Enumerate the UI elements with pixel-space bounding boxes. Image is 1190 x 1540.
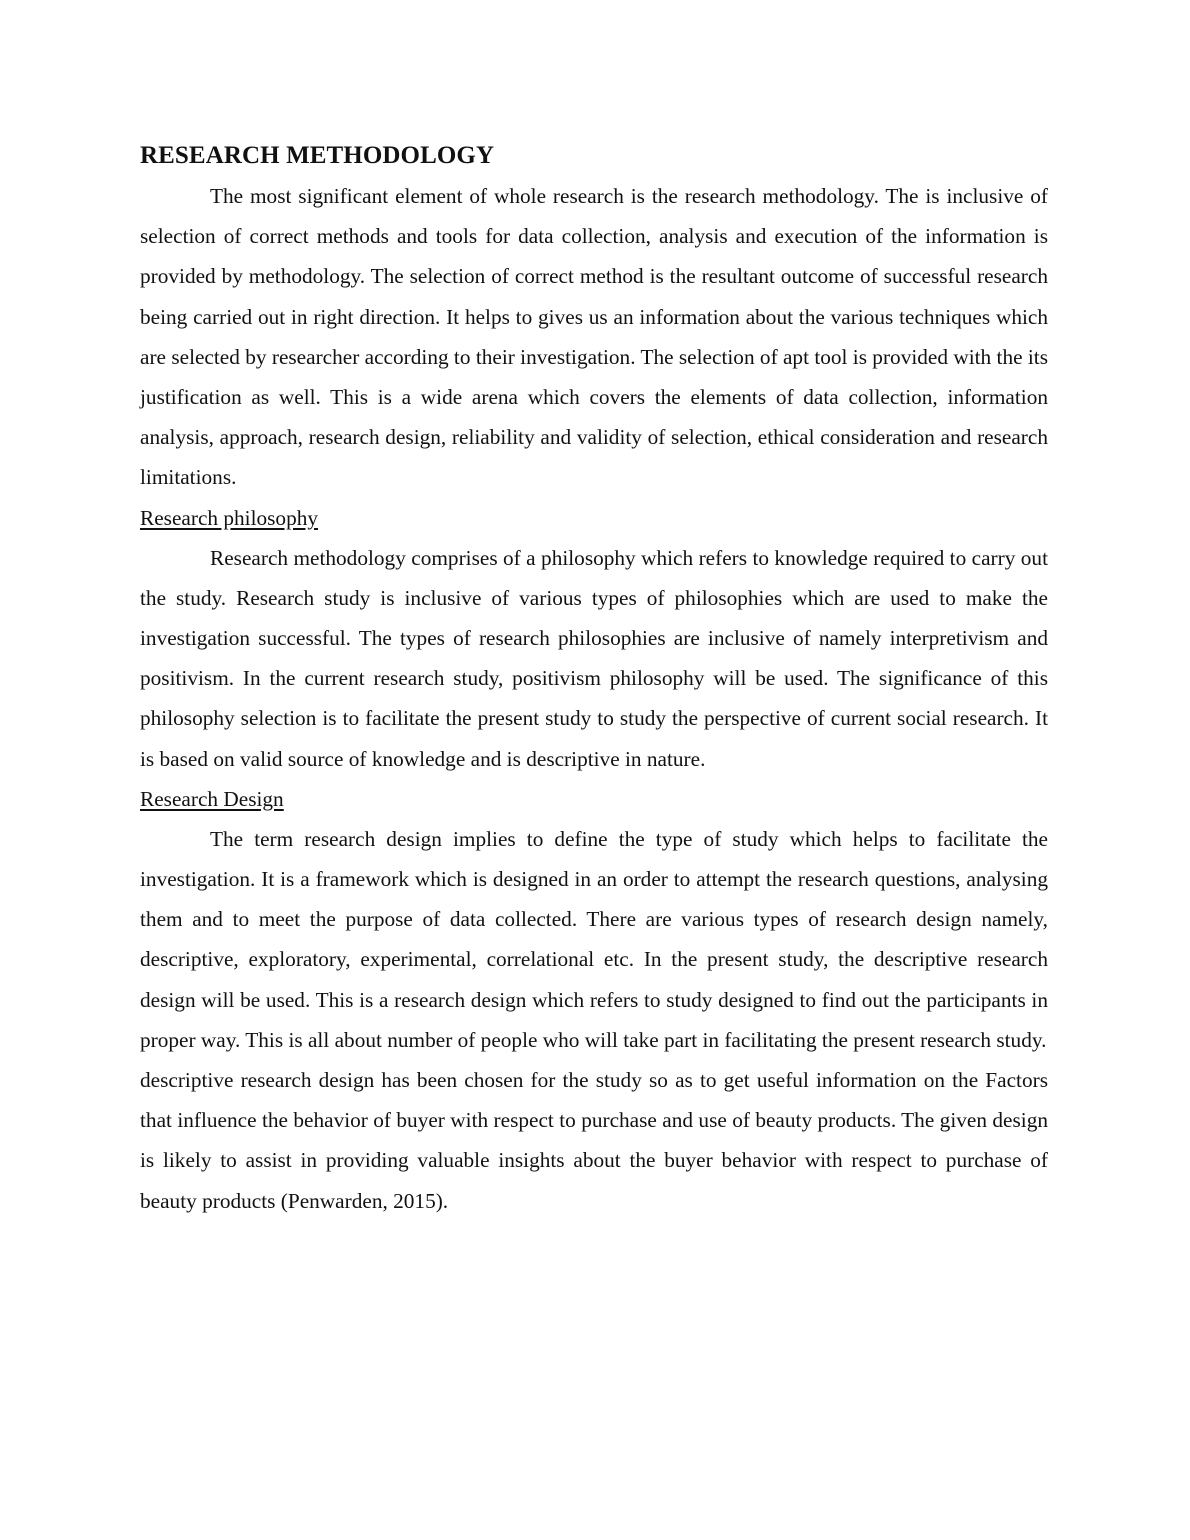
section-heading-research-philosophy: Research philosophy xyxy=(140,505,319,530)
section-heading-research-design: Research Design xyxy=(140,786,284,811)
page-title: RESEARCH METHODOLOGY xyxy=(140,142,495,169)
research-philosophy-paragraph: Research methodology comprises of a philosophy which refers to knowledge required to carry out the study. Research study is inclusive of various types of philosophies which are used to make the investigation successful. The types of research philosophies are inclusive of namely interpretivism and positivism. In the current research study, positivism philosophy will be used. The significance of this philosophy selection is to facilitate the present study to study the perspective of current social research. It is based on valid source of knowledge and is descriptive in nature. xyxy=(140,545,1048,771)
intro-paragraph: The most significant element of whole research is the research methodology. The is inclusive of selection of correct methods and tools for data collection, analysis and execution of the information is provided by methodology. The selection of correct method is the resultant outcome of successful research being carried out in right direction. It helps to gives us an information about the various techniques which are selected by researcher according to their investigation. The selection of apt tool is provided with the its justification as well. This is a wide arena which covers the elements of data collection, information analysis, approach, research design, reliability and validity of selection, ethical consideration and research limitations. xyxy=(140,184,1048,490)
research-design-followup-paragraph: descriptive research design has been chosen for the study so as to get useful information on the Factors that influence the behavior of buyer with respect to purchase and use of beauty products. The given design is likely to assist in providing valuable insights about the buyer behavior with respect to purchase of beauty products (Penwarden, 2015). xyxy=(140,1068,1048,1213)
document-body xyxy=(140,136,1048,1221)
research-design-paragraph: The term research design implies to define the type of study which helps to facilitate the investigation. It is a framework which is designed in an order to attempt the research questions, analysing them and to meet the purpose of data collected. There are various types of research design namely, descriptive, exploratory, experimental, correlational etc. In the present study, the descriptive research design will be used. This is a research design which refers to study designed to find out the participants in proper way. This is all about number of people who will take part in facilitating the present research study. xyxy=(140,826,1048,1052)
